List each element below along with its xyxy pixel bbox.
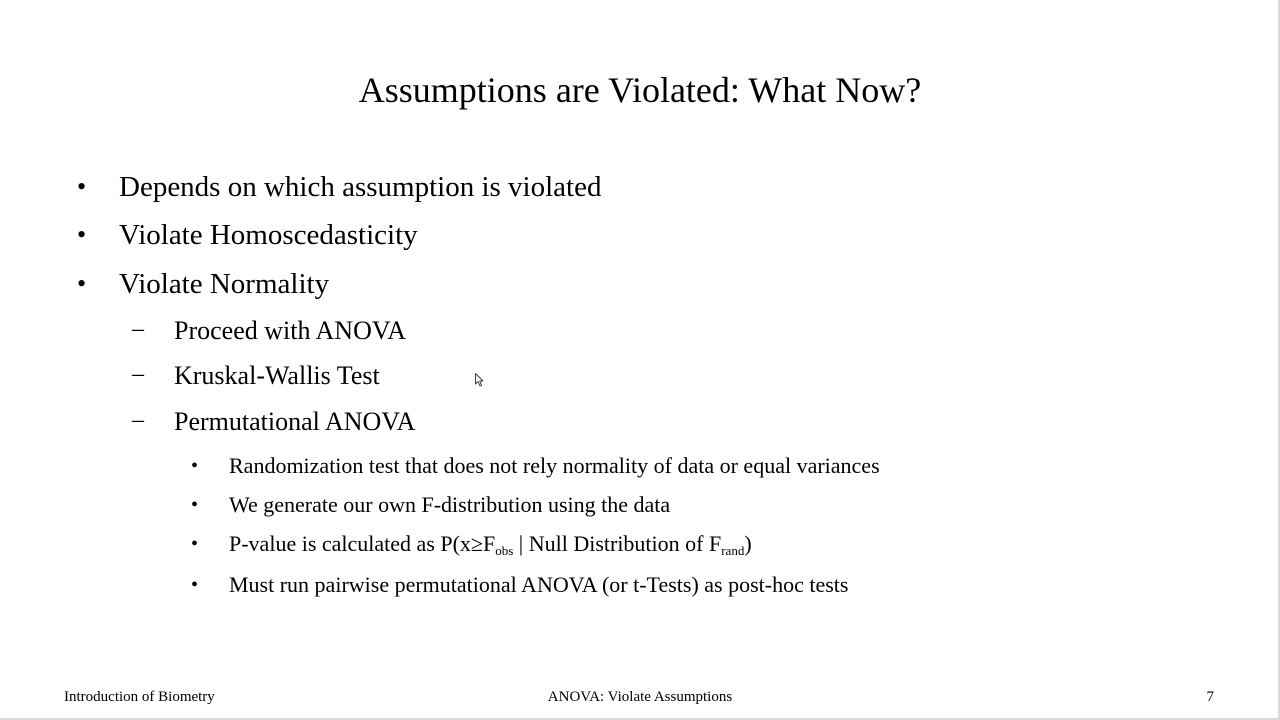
dash-marker: – [132,407,144,433]
bullet-marker: • [77,172,87,201]
bullet-depends [77,170,602,204]
sub-item-text: Proceed with ANOVA [174,316,407,345]
slide-title: Assumptions are Violated: What Now? [358,70,922,110]
bullet-marker: • [77,220,87,249]
point-f-distribution [191,492,671,518]
bullet-normality [77,267,330,301]
bullet-homoscedasticity [77,218,418,252]
sub-item-proceed-anova [132,316,407,346]
mouse-pointer-icon [475,373,485,387]
point-p-value-formula [191,531,752,558]
bullet-marker: • [191,494,199,516]
dash-marker: – [132,361,144,387]
bullet-marker: • [191,455,199,477]
point-pairwise-posthoc [191,572,849,598]
formula-text-before: P-value is calculated as P(x≥F [229,531,496,556]
dash-marker: – [132,316,144,342]
bullet-text: Depends on which assumption is violated [119,171,602,203]
subscript-obs: obs [495,543,514,558]
bullet-text: Violate Homoscedasticity [119,219,418,251]
point-randomization-test [191,453,880,479]
sub-item-text: Permutational ANOVA [174,407,416,436]
bullet-marker: • [191,533,199,555]
bullet-text: Violate Normality [119,268,330,300]
slide-number: 7 [1206,689,1214,705]
formula-text-after: ) [744,531,752,556]
bullet-marker: • [191,574,199,596]
footer-center: ANOVA: Violate Assumptions [547,689,733,705]
point-text: We generate our own F-distribution using the data [229,492,671,517]
point-text: Must run pairwise permutational ANOVA (or t-Tests) as post-hoc tests [229,572,849,597]
subscript-rand: rand [721,543,745,558]
point-text: Randomization test that does not rely normality of data or equal variances [229,453,880,478]
bullet-marker: • [77,269,87,298]
footer-left: Introduction of Biometry [64,689,215,705]
sub-item-permutational-anova [132,407,416,437]
sub-item-text: Kruskal-Wallis Test [174,361,380,390]
formula-text-middle: | Null Distribution of F [513,531,722,556]
sub-item-kruskal-wallis [132,361,380,391]
